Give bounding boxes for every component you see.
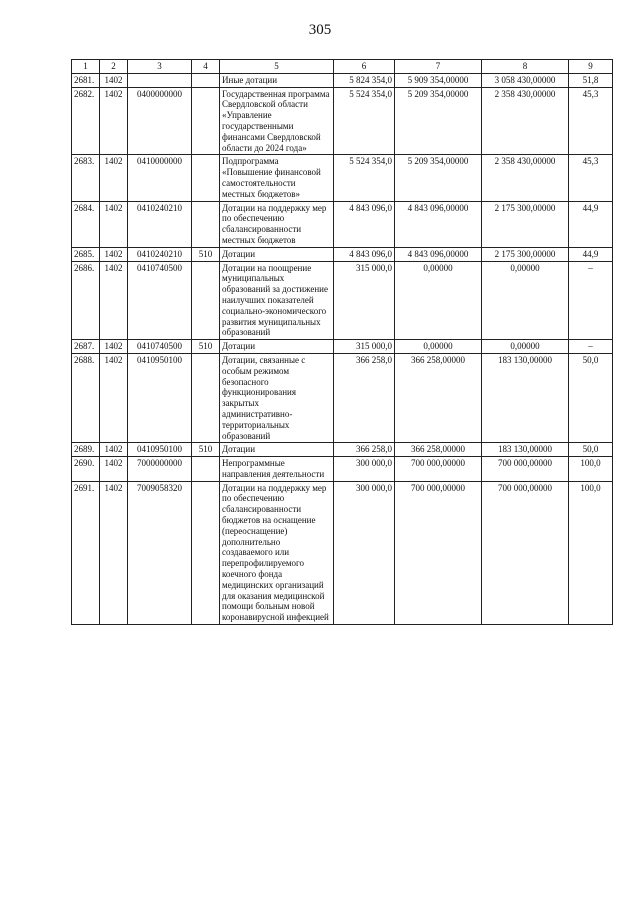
- approved-amount: 4 843 096,00000: [395, 201, 482, 247]
- item-name: Дотации на поддержку мер по обеспечению сбалансированности бюджетов на оснащение (переоснащение) дополнительно создаваемого или перепрофилируемого коечного фонда медицинских организаций для оказания медицинской помощи больным новой коронавирусной инфекцией: [220, 481, 334, 624]
- executed-amount: 2 358 430,00000: [482, 87, 569, 155]
- approved-amount: 0,00000: [395, 261, 482, 340]
- target-article-code: 0410240210: [128, 247, 192, 261]
- approved-amount: 5 909 354,00000: [395, 73, 482, 87]
- header-cell: 2: [100, 60, 128, 74]
- item-name: Государственная программа Свердловской области «Управление государственными финансами Свердловской области до 2024 года»: [220, 87, 334, 155]
- target-article-code: 0410740500: [128, 261, 192, 340]
- header-cell: 3: [128, 60, 192, 74]
- table-row: [72, 247, 613, 261]
- section-code: 1402: [100, 457, 128, 482]
- plan-amount: 5 824 354,0: [334, 73, 395, 87]
- target-article-code: 0410000000: [128, 155, 192, 201]
- plan-amount: 5 524 354,0: [334, 87, 395, 155]
- execution-percent: 51,8: [569, 73, 613, 87]
- target-article-code: 0410950100: [128, 353, 192, 442]
- item-name: Дотации: [220, 247, 334, 261]
- plan-amount: 366 258,0: [334, 353, 395, 442]
- executed-amount: 3 058 430,00000: [482, 73, 569, 87]
- executed-amount: 2 358 430,00000: [482, 155, 569, 201]
- section-code: 1402: [100, 247, 128, 261]
- section-code: 1402: [100, 340, 128, 354]
- expense-type-code: [192, 73, 220, 87]
- approved-amount: 700 000,00000: [395, 457, 482, 482]
- execution-percent: 50,0: [569, 353, 613, 442]
- executed-amount: 700 000,00000: [482, 457, 569, 482]
- plan-amount: 315 000,0: [334, 340, 395, 354]
- plan-amount: 300 000,0: [334, 481, 395, 624]
- execution-percent: 100,0: [569, 481, 613, 624]
- plan-amount: 4 843 096,0: [334, 201, 395, 247]
- section-code: 1402: [100, 155, 128, 201]
- item-name: Дотации: [220, 443, 334, 457]
- section-code: 1402: [100, 261, 128, 340]
- table-row: [72, 155, 613, 201]
- executed-amount: 2 175 300,00000: [482, 201, 569, 247]
- target-article-code: 0410950100: [128, 443, 192, 457]
- table-row: [72, 73, 613, 87]
- item-name: Дотации, связанные с особым режимом безопасного функционирования закрытых административно-территориальных образований: [220, 353, 334, 442]
- execution-percent: 45,3: [569, 155, 613, 201]
- header-cell: 7: [395, 60, 482, 74]
- target-article-code: 0400000000: [128, 87, 192, 155]
- approved-amount: 5 209 354,00000: [395, 155, 482, 201]
- row-number: 2689.: [72, 443, 100, 457]
- target-article-code: 0410240210: [128, 201, 192, 247]
- table-row: [72, 201, 613, 247]
- target-article-code: 0410740500: [128, 340, 192, 354]
- row-number: 2681.: [72, 73, 100, 87]
- executed-amount: 2 175 300,00000: [482, 247, 569, 261]
- item-name: Дотации на поощрение муниципальных образований за достижение наилучших показателей социально-экономического развития муниципальных образований: [220, 261, 334, 340]
- item-name: Дотации на поддержку мер по обеспечению сбалансированности местных бюджетов: [220, 201, 334, 247]
- header-cell: 1: [72, 60, 100, 74]
- table-row: [72, 353, 613, 442]
- row-number: 2684.: [72, 201, 100, 247]
- table-row: [72, 87, 613, 155]
- approved-amount: 0,00000: [395, 340, 482, 354]
- header-cell: 5: [220, 60, 334, 74]
- executed-amount: 0,00000: [482, 261, 569, 340]
- table-row: [72, 457, 613, 482]
- item-name: Иные дотации: [220, 73, 334, 87]
- expense-type-code: [192, 261, 220, 340]
- expense-type-code: 510: [192, 247, 220, 261]
- plan-amount: 5 524 354,0: [334, 155, 395, 201]
- expense-type-code: [192, 87, 220, 155]
- row-number: 2686.: [72, 261, 100, 340]
- executed-amount: 183 130,00000: [482, 443, 569, 457]
- item-name: Подпрограмма «Повышение финансовой самостоятельности местных бюджетов»: [220, 155, 334, 201]
- section-code: 1402: [100, 201, 128, 247]
- plan-amount: 300 000,0: [334, 457, 395, 482]
- row-number: 2682.: [72, 87, 100, 155]
- section-code: 1402: [100, 443, 128, 457]
- page-number: 305: [308, 22, 332, 38]
- execution-percent: –: [569, 340, 613, 354]
- row-number: 2683.: [72, 155, 100, 201]
- header-cell: 4: [192, 60, 220, 74]
- header-row: [72, 60, 613, 74]
- table-row: [72, 340, 613, 354]
- approved-amount: 366 258,00000: [395, 353, 482, 442]
- item-name: Непрограммные направления деятельности: [220, 457, 334, 482]
- approved-amount: 366 258,00000: [395, 443, 482, 457]
- approved-amount: 4 843 096,00000: [395, 247, 482, 261]
- execution-percent: 44,9: [569, 201, 613, 247]
- header-cell: 8: [482, 60, 569, 74]
- expense-type-code: 510: [192, 443, 220, 457]
- plan-amount: 366 258,0: [334, 443, 395, 457]
- executed-amount: 183 130,00000: [482, 353, 569, 442]
- table-row: [72, 443, 613, 457]
- budget-table: [71, 59, 613, 625]
- table-row: [72, 481, 613, 624]
- expense-type-code: [192, 481, 220, 624]
- row-number: 2691.: [72, 481, 100, 624]
- target-article-code: [128, 73, 192, 87]
- header-cell: 6: [334, 60, 395, 74]
- execution-percent: 100,0: [569, 457, 613, 482]
- row-number: 2685.: [72, 247, 100, 261]
- plan-amount: 4 843 096,0: [334, 247, 395, 261]
- expense-type-code: 510: [192, 340, 220, 354]
- target-article-code: 7009058320: [128, 481, 192, 624]
- table-row: [72, 261, 613, 340]
- section-code: 1402: [100, 87, 128, 155]
- execution-percent: –: [569, 261, 613, 340]
- header-cell: 9: [569, 60, 613, 74]
- approved-amount: 5 209 354,00000: [395, 87, 482, 155]
- executed-amount: 0,00000: [482, 340, 569, 354]
- expense-type-code: [192, 353, 220, 442]
- table-body: [72, 73, 613, 624]
- target-article-code: 7000000000: [128, 457, 192, 482]
- row-number: 2688.: [72, 353, 100, 442]
- row-number: 2690.: [72, 457, 100, 482]
- expense-type-code: [192, 201, 220, 247]
- execution-percent: 50,0: [569, 443, 613, 457]
- item-name: Дотации: [220, 340, 334, 354]
- executed-amount: 700 000,00000: [482, 481, 569, 624]
- execution-percent: 44,9: [569, 247, 613, 261]
- approved-amount: 700 000,00000: [395, 481, 482, 624]
- execution-percent: 45,3: [569, 87, 613, 155]
- expense-type-code: [192, 155, 220, 201]
- section-code: 1402: [100, 353, 128, 442]
- section-code: 1402: [100, 481, 128, 624]
- row-number: 2687.: [72, 340, 100, 354]
- plan-amount: 315 000,0: [334, 261, 395, 340]
- expense-type-code: [192, 457, 220, 482]
- section-code: 1402: [100, 73, 128, 87]
